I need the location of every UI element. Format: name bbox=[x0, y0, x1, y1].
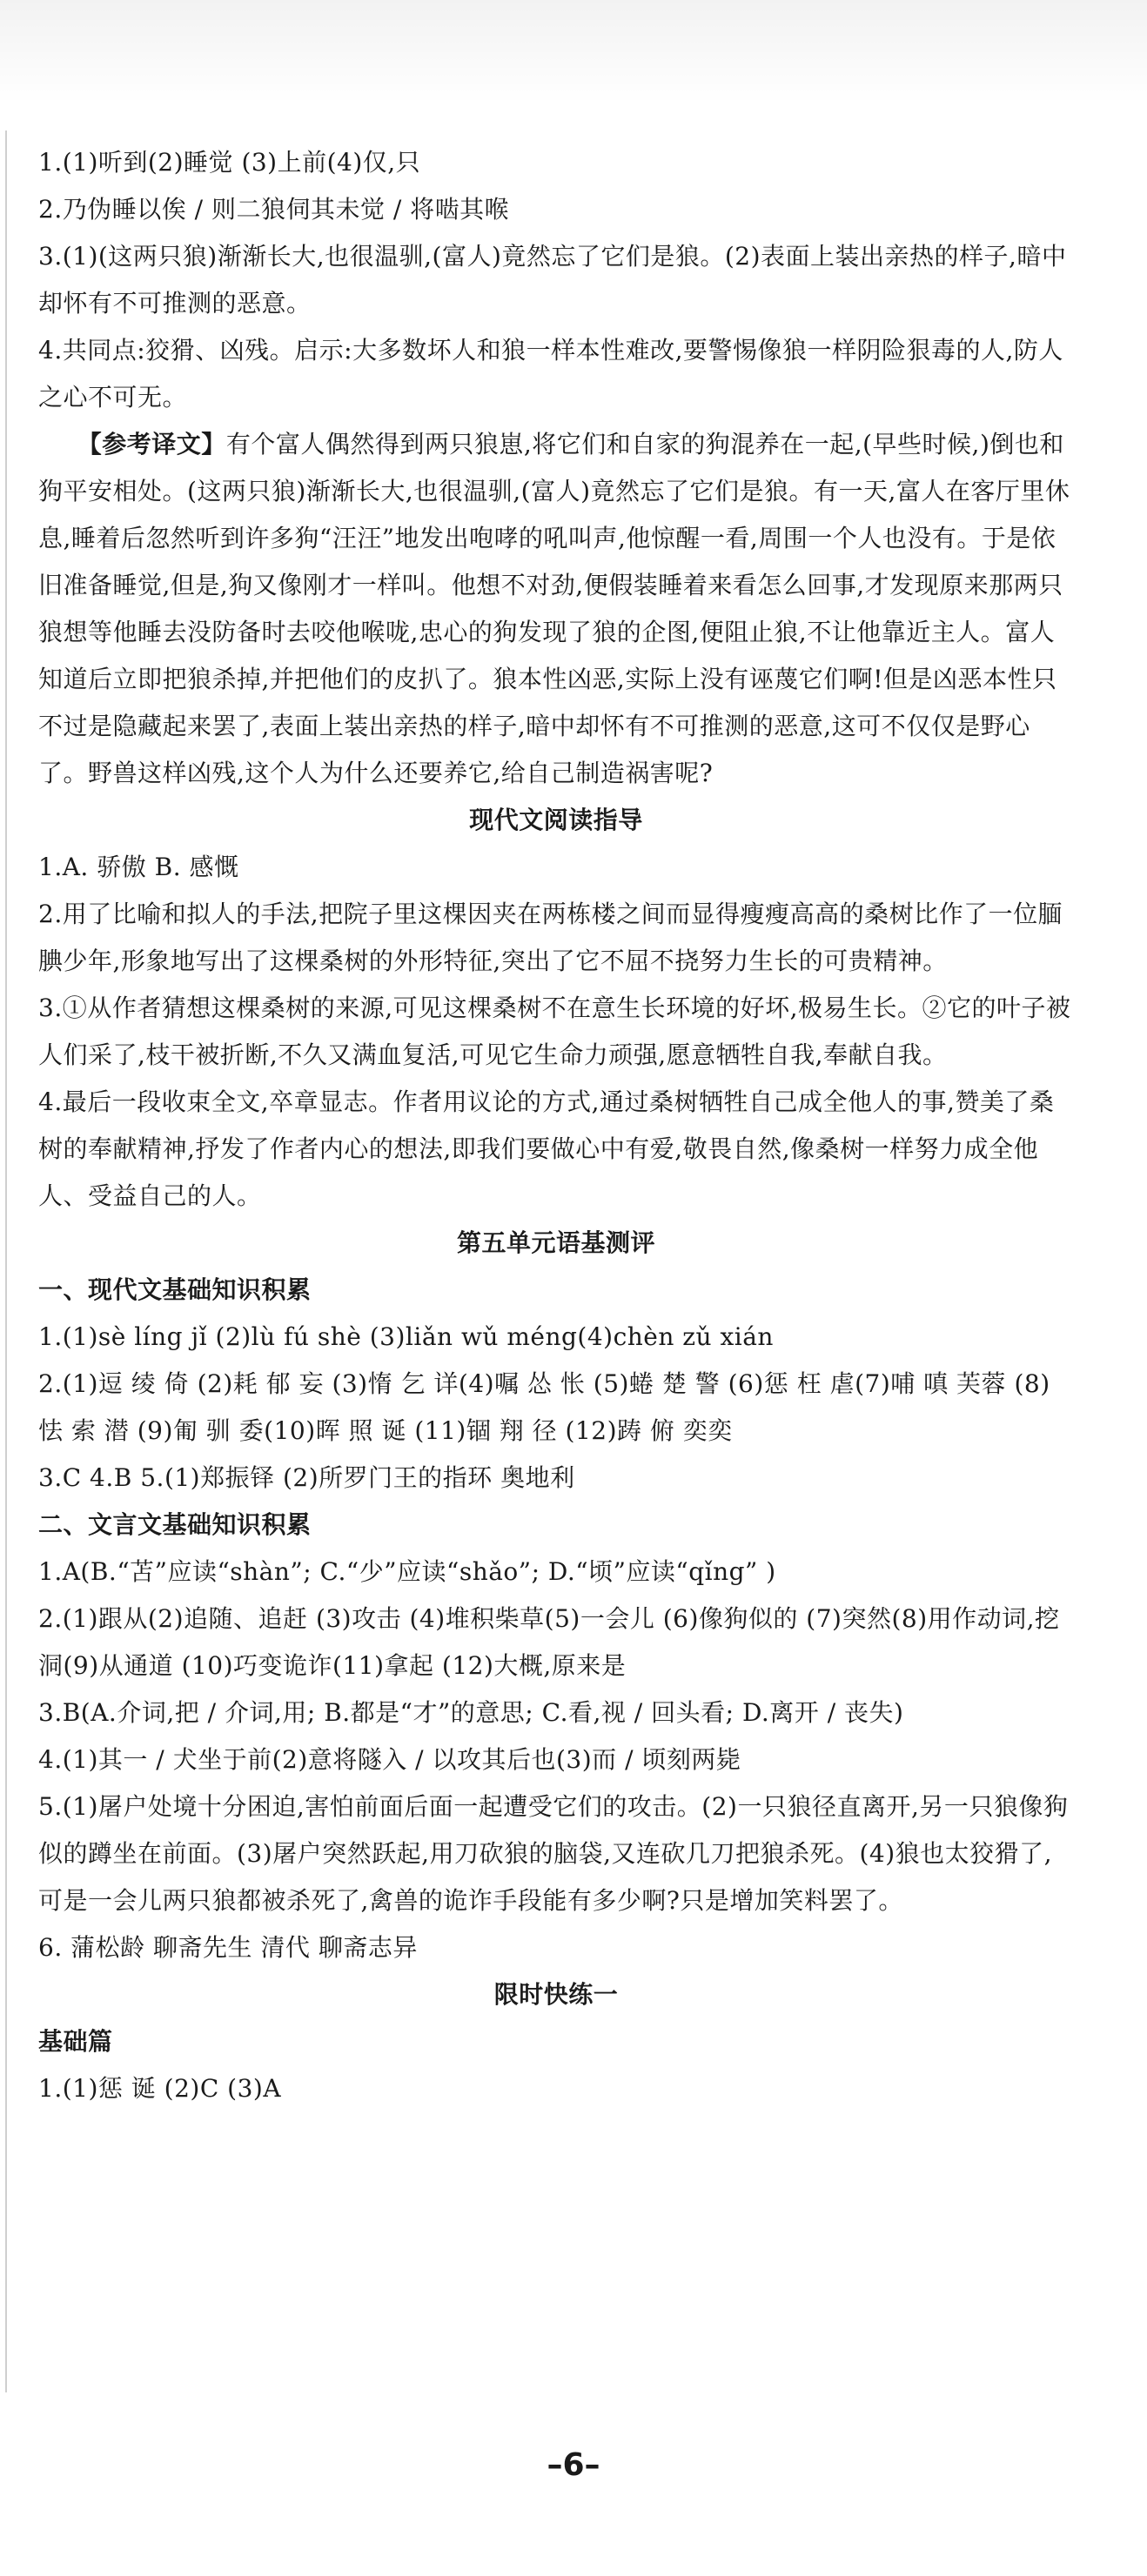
answer-content bbox=[38, 139, 1074, 2112]
part1-title: 一、现代文基础知识积累 bbox=[38, 1275, 312, 1304]
translation-tag: 【参考译文】 bbox=[77, 430, 226, 458]
answer-3: 3.(1)(这两只狼)渐渐长大,也很温驯,(富人)竟然忘了它们是狼。(2)表面上装出亲热的样子,暗中却怀有不可推测的恶意。 bbox=[38, 242, 1067, 318]
translation-text: 有个富人偶然得到两只狼崽,将它们和自家的狗混养在一起,(早些时候,)倒也和狗平安相处。(这两只狼)渐渐长大,也很温驯,(富人)竟然忘了它们是狼。有一天,富人在客厅里休息,睡着后忽然听到许多狗“汪汪”地发出咆哮的吼叫声,他惊醒一看,周围一个人也没有。于是依旧准备睡觉,但是,狗又像刚才一样叫。他想不对劲,便假装睡着来看怎么回事,才发现原来那两只狼想等他睡去没防备时去咬他喉咙,忠心的狗发现了狼的企图,便阻止狼,不让他靠近主人。富人知道后立即把狼杀掉,并把他们的皮扒了。狼本性凶恶,实际上没有诬蔑它们啊!但是凶恶本性只不过是隐藏起来罢了,表面上装出亲热的样子,暗中却怀有不可推测的恶意,这可不仅仅是野心了。野兽这样凶残,这个人为什么还要养它,给自己制造祸害呢? bbox=[38, 430, 1070, 787]
quick-subtitle: 基础篇 bbox=[38, 2027, 113, 2056]
unit5-part1-answer-1: 1.(1)sè líng jǐ (2)lù fú shè (3)liǎn wǔ méng(4)chèn zǔ xián bbox=[38, 1322, 774, 1351]
section-title-unit5: 第五单元语基测评 bbox=[456, 1228, 655, 1257]
unit5-part2-answer-1: 1.A(B.“苫”应读“shàn”; C.“少”应读“shǎo”; D.“顷”应读“qǐng” ) bbox=[38, 1557, 776, 1586]
unit5-part2-answer-5: 5.(1)屠户处境十分困迫,害怕前面后面一起遭受它们的攻击。(2)一只狼径直离开,另一只狼像狗似的蹲坐在前面。(3)屠户突然跃起,用刀砍狼的脑袋,又连砍几刀把狼杀死。(4)狼也太狡猾了,可是一会儿两只狼都被杀死了,禽兽的诡诈手段能有多少啊?只是增加笑料罢了。 bbox=[38, 1792, 1069, 1915]
scan-shadow bbox=[0, 0, 1147, 104]
answer-1: 1.(1)听到(2)睡觉 (3)上前(4)仅,只 bbox=[38, 148, 421, 177]
section-title-quick-practice: 限时快练一 bbox=[493, 1980, 619, 2009]
unit5-part1-answer-3: 3.C 4.B 5.(1)郑振铎 (2)所罗门王的指环 奥地利 bbox=[38, 1463, 575, 1492]
modern-answer-4: 4.最后一段收束全文,卒章显志。作者用议论的方式,通过桑树牺牲自己成全他人的事,赞美了桑树的奉献精神,抒发了作者内心的想法,即我们要做心中有爱,敬畏自然,像桑树一样努力成全他人、受益自己的人。 bbox=[38, 1087, 1055, 1210]
unit5-part2-answer-3: 3.B(A.介词,把 / 介词,用; B.都是“才”的意思; C.看,视 / 回头看; D.离开 / 丧失) bbox=[38, 1698, 904, 1727]
unit5-part2-answer-2: 2.(1)跟从(2)追随、追赶 (3)攻击 (4)堆积柴草(5)一会儿 (6)像狗似的 (7)突然(8)用作动词,挖洞(9)从通道 (10)巧变诡诈(11)拿起 (12)大概,原来是 bbox=[38, 1604, 1060, 1680]
quick-answer-1: 1.(1)惩 诞 (2)C (3)A bbox=[38, 2074, 282, 2103]
unit5-part2-answer-6: 6. 蒲松龄 聊斋先生 清代 聊斋志异 bbox=[38, 1933, 418, 1962]
modern-answer-2: 2.用了比喻和拟人的手法,把院子里这棵因夹在两栋楼之间而显得瘦瘦高高的桑树比作了一位腼腆少年,形象地写出了这棵桑树的外形特征,突出了它不屈不挠努力生长的可贵精神。 bbox=[38, 900, 1063, 975]
page-number: –6– bbox=[547, 2447, 600, 2483]
modern-answer-3: 3.①从作者猜想这棵桑树的来源,可见这棵桑树不在意生长环境的好坏,极易生长。②它的叶子被人们采了,枝干被折断,不久又满血复活,可见它生命力顽强,愿意牺牲自我,奉献自我。 bbox=[38, 994, 1071, 1069]
section-title-modern-reading: 现代文阅读指导 bbox=[469, 806, 643, 834]
unit5-part2-answer-4: 4.(1)其一 / 犬坐于前(2)意将隧入 / 以攻其后也(3)而 / 顷刻两毙 bbox=[38, 1745, 741, 1774]
answer-4: 4.共同点:狡猾、凶残。启示:大多数坏人和狼一样本性难改,要警惕像狼一样阴险狠毒的人,防人之心不可无。 bbox=[38, 336, 1063, 411]
answer-2: 2.乃伪睡以俟 / 则二狼伺其未觉 / 将啮其喉 bbox=[38, 195, 510, 224]
reference-translation bbox=[38, 421, 1074, 797]
unit5-part1-answer-2: 2.(1)逗 绫 倚 (2)耗 郁 妄 (3)惰 乞 详(4)嘱 怂 怅 (5)蜷 楚 警 (6)惩 枉 虐(7)哺 嗔 芙蓉 (8)怯 索 潜 (9)匍 驯 委(10)晖 照 诞 (11)锢 翔 径 (12)踌 俯 奕奕 bbox=[38, 1369, 1050, 1445]
binding-margin-line bbox=[5, 130, 7, 2392]
part2-title: 二、文言文基础知识积累 bbox=[38, 1510, 312, 1539]
modern-answer-1: 1.A. 骄傲 B. 感慨 bbox=[38, 853, 239, 881]
